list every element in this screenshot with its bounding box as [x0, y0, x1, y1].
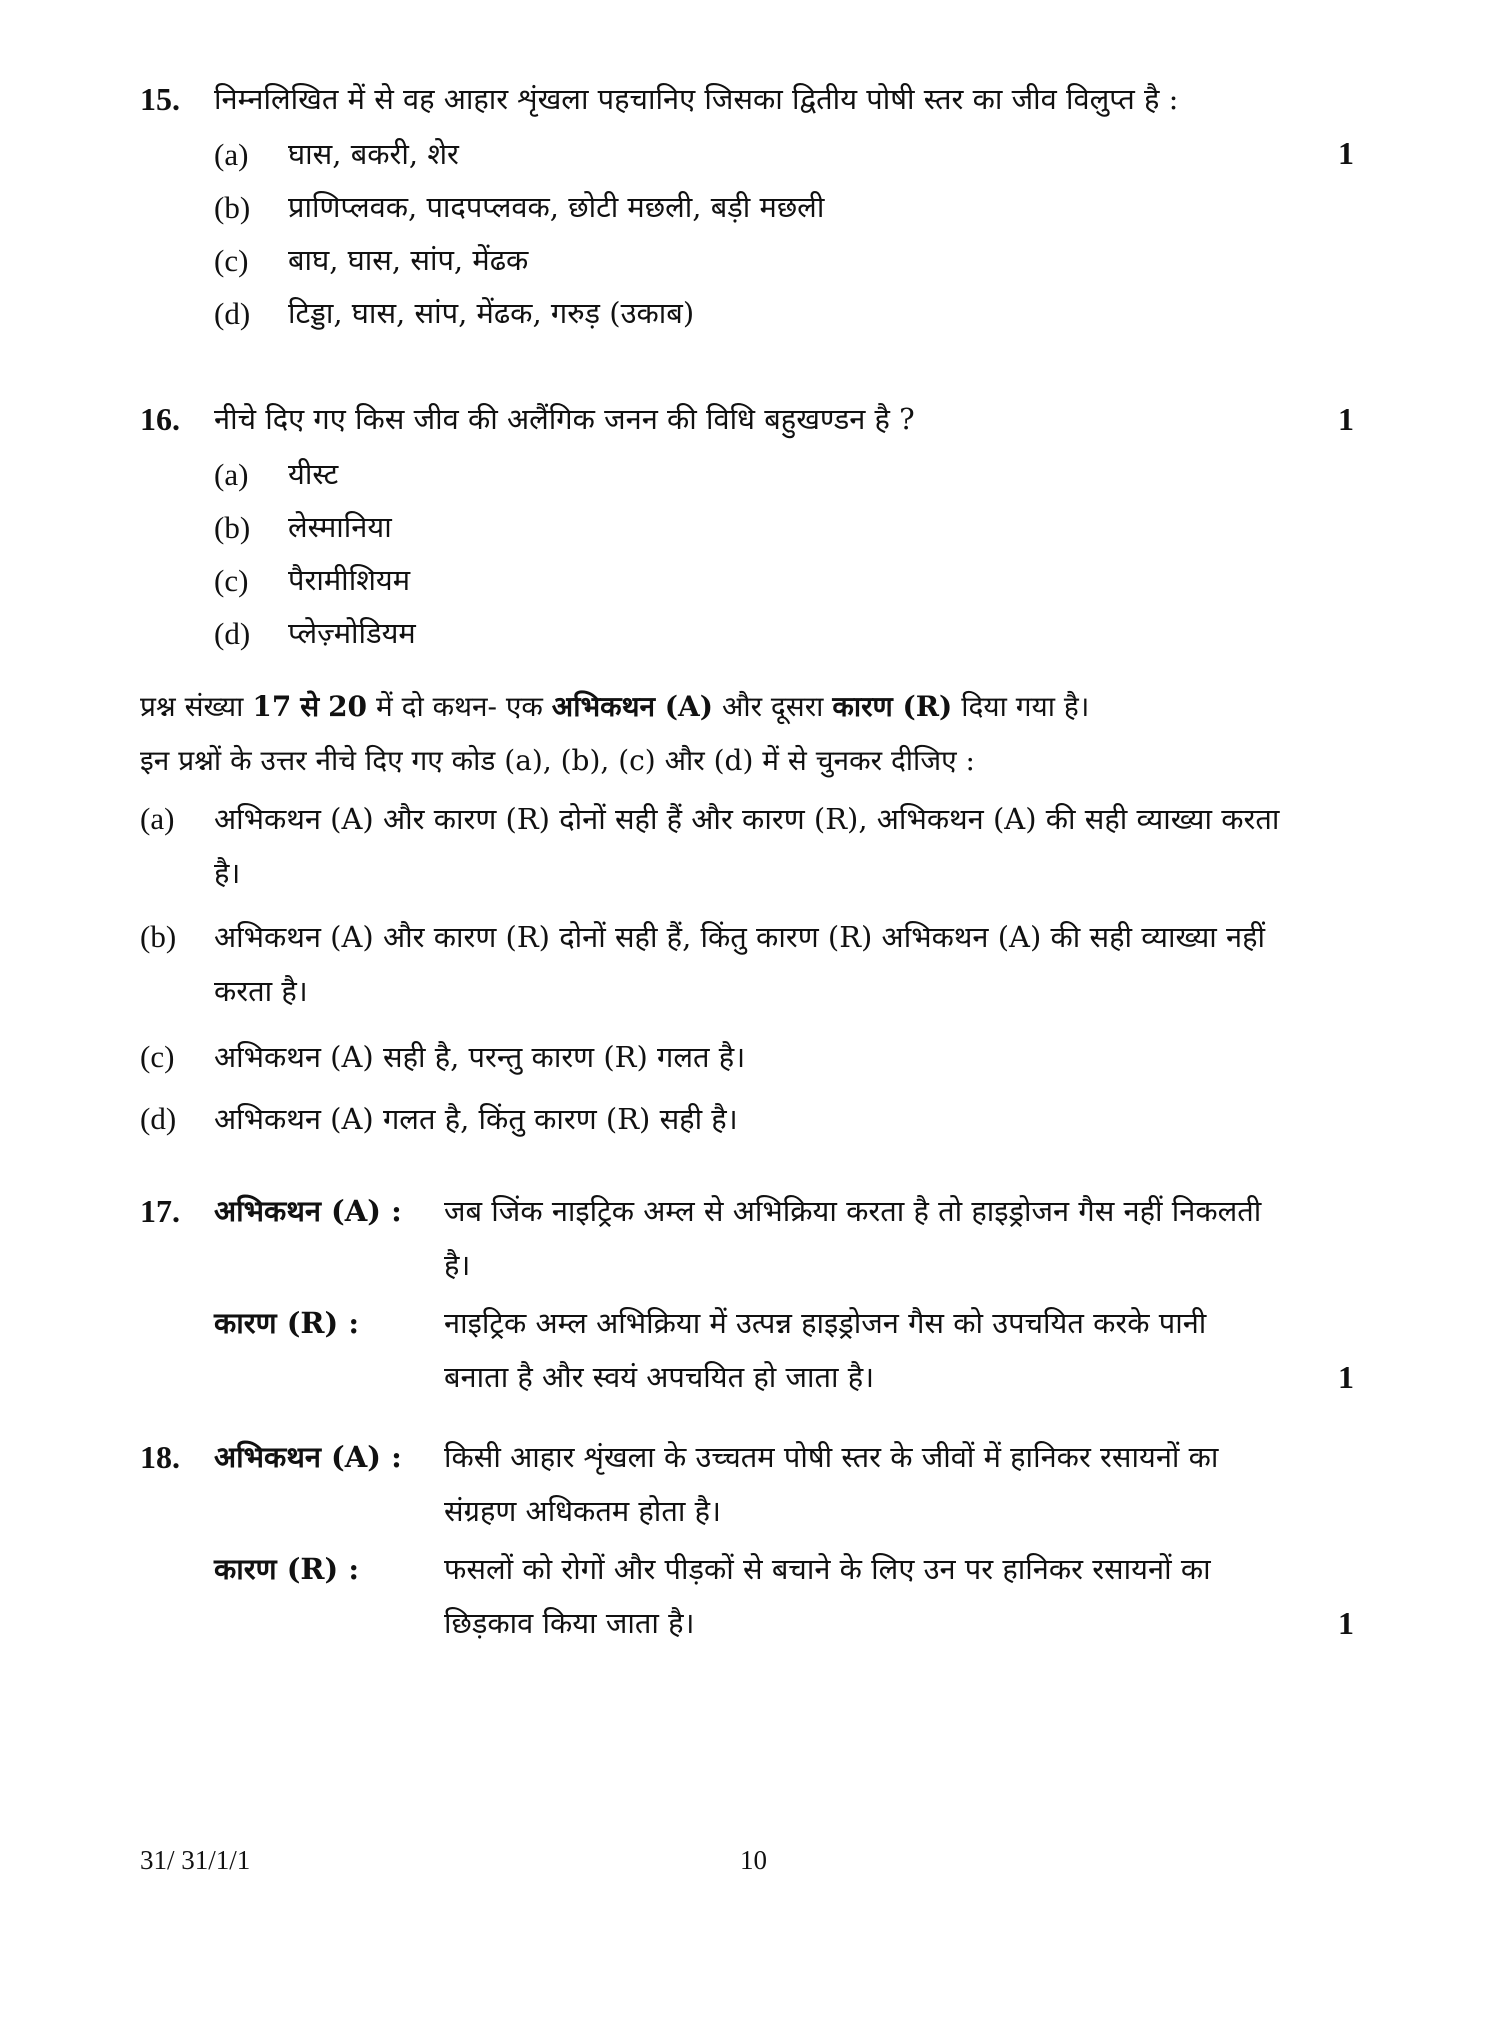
instruction-text: में दो कथन- एक: [375, 690, 543, 723]
question-text: निम्नलिखित में से वह आहार शृंखला पहचानिए जिसका द्वितीय पोषी स्तर का जीव विलुप्त है :: [214, 82, 1179, 116]
code-label: (a): [140, 801, 175, 836]
reason-text: नाइट्रिक अम्ल अभिक्रिया में उत्पन्न हाइड्रोजन गैस को उपचयित करके पानी बनाता है और स्वयं अपचयित हो जाता है।: [444, 1306, 1207, 1394]
instruction-text: प्रश्न संख्या: [140, 690, 244, 723]
reason-row: [140, 1542, 1370, 1650]
option-label: (b): [214, 510, 251, 545]
option-text: प्राणिप्लवक, पादपप्लवक, छोटी मछली, बड़ी मछली: [288, 190, 825, 224]
assertion-term: अभिकथन (A): [551, 690, 714, 723]
option-label: (a): [214, 137, 249, 172]
option-label: (a): [214, 457, 249, 492]
question-marks: 1: [1338, 1359, 1354, 1395]
option-text: प्लेज़्मोडियम: [288, 616, 416, 650]
spacer: [140, 1542, 214, 1650]
option-b: [214, 501, 1370, 554]
assertion-text: जब जिंक नाइट्रिक अम्ल से अभिक्रिया करता है तो हाइड्रोजन गैस नहीं निकलती है।: [444, 1194, 1262, 1282]
option-text: बाघ, घास, सांप, मेंढक: [288, 243, 529, 277]
option-d: [214, 607, 1370, 660]
answer-code-a: [140, 792, 1280, 900]
code-label: (c): [140, 1039, 175, 1074]
option-a: [214, 128, 1370, 181]
question-number: 15.: [140, 81, 180, 117]
page-number: 10: [740, 1845, 767, 1875]
question-marks: 1: [1338, 1605, 1354, 1641]
paper-code: 31/ 31/1/1: [140, 1845, 251, 1875]
question-range-end: 20: [328, 690, 368, 723]
question-text: नीचे दिए गए किस जीव की अलैंगिक जनन की विधि बहुखण्डन है ?: [214, 402, 915, 436]
option-a: [214, 448, 1370, 501]
code-text: अभिकथन (A) और कारण (R) दोनों सही हैं, किंतु कारण (R) अभिकथन (A) की सही व्याख्या नहीं करता है।: [214, 920, 1266, 1008]
code-text: अभिकथन (A) गलत है, किंतु कारण (R) सही है।: [214, 1102, 738, 1136]
instruction-text: और दूसरा: [721, 690, 824, 723]
option-text: पैरामीशियम: [288, 563, 411, 597]
question-range-start: 17: [252, 690, 292, 723]
option-text: यीस्ट: [288, 457, 339, 491]
instruction-line-2: इन प्रश्नों के उत्तर नीचे दिए गए कोड (a), (b), (c) और (d) में से चुनकर दीजिए :: [140, 744, 975, 777]
option-label: (c): [214, 243, 249, 278]
reason-label: कारण (R) :: [214, 1552, 360, 1586]
assertion-text: किसी आहार शृंखला के उच्चतम पोषी स्तर के जीवों में हानिकर रसायनों का संग्रहण अधिकतम होता है।: [444, 1440, 1219, 1528]
code-text: अभिकथन (A) सही है, परन्तु कारण (R) गलत है।: [214, 1040, 746, 1074]
answer-code-c: [140, 1030, 1280, 1084]
option-label: (b): [214, 190, 251, 225]
option-c: [214, 554, 1370, 607]
reason-label: कारण (R) :: [214, 1306, 360, 1340]
code-text: अभिकथन (A) और कारण (R) दोनों सही हैं और कारण (R), अभिकथन (A) की सही व्याख्या करता है।: [214, 802, 1280, 890]
assertion-row: [140, 1430, 1370, 1538]
question-number: 16.: [140, 401, 180, 437]
code-label: (b): [140, 919, 177, 954]
question-number: 17.: [140, 1193, 180, 1229]
options-list: [214, 448, 1370, 660]
assertion-label: अभिकथन (A) :: [214, 1440, 402, 1474]
option-b: [214, 181, 1370, 234]
answer-code-b: [140, 910, 1280, 1018]
question-16: [140, 392, 1370, 660]
question-18: [140, 1430, 1370, 1650]
answer-code-d: [140, 1092, 1280, 1146]
assertion-label: अभिकथन (A) :: [214, 1194, 402, 1228]
option-label: (d): [214, 616, 251, 651]
option-text: लेस्मानिया: [288, 510, 392, 544]
question-17: [140, 1184, 1370, 1404]
option-c: [214, 234, 1370, 287]
code-label: (d): [140, 1101, 177, 1136]
option-d: [214, 287, 1370, 340]
reason-row: [140, 1296, 1370, 1404]
question-marks: 1: [1338, 135, 1354, 171]
instruction-text: से: [300, 690, 320, 723]
question-marks: 1: [1338, 401, 1354, 437]
option-text: टिड्डा, घास, सांप, मेंढक, गरुड़ (उकाब): [288, 296, 695, 330]
question-15: [140, 72, 1370, 340]
options-list: [214, 128, 1370, 340]
question-number: 18.: [140, 1439, 180, 1475]
option-text: घास, बकरी, शेर: [288, 137, 459, 171]
instruction-line-1: [140, 680, 1280, 734]
spacer: [140, 1296, 214, 1404]
reason-term: कारण (R): [832, 690, 953, 723]
option-label: (c): [214, 563, 249, 598]
assertion-row: [140, 1184, 1370, 1292]
instruction-text: दिया गया है।: [961, 690, 1090, 723]
option-label: (d): [214, 296, 251, 331]
reason-text: फसलों को रोगों और पीड़कों से बचाने के लिए उन पर हानिकर रसायनों का छिड़काव किया जाता है।: [444, 1552, 1211, 1640]
assertion-reason-instructions: [140, 680, 1280, 788]
